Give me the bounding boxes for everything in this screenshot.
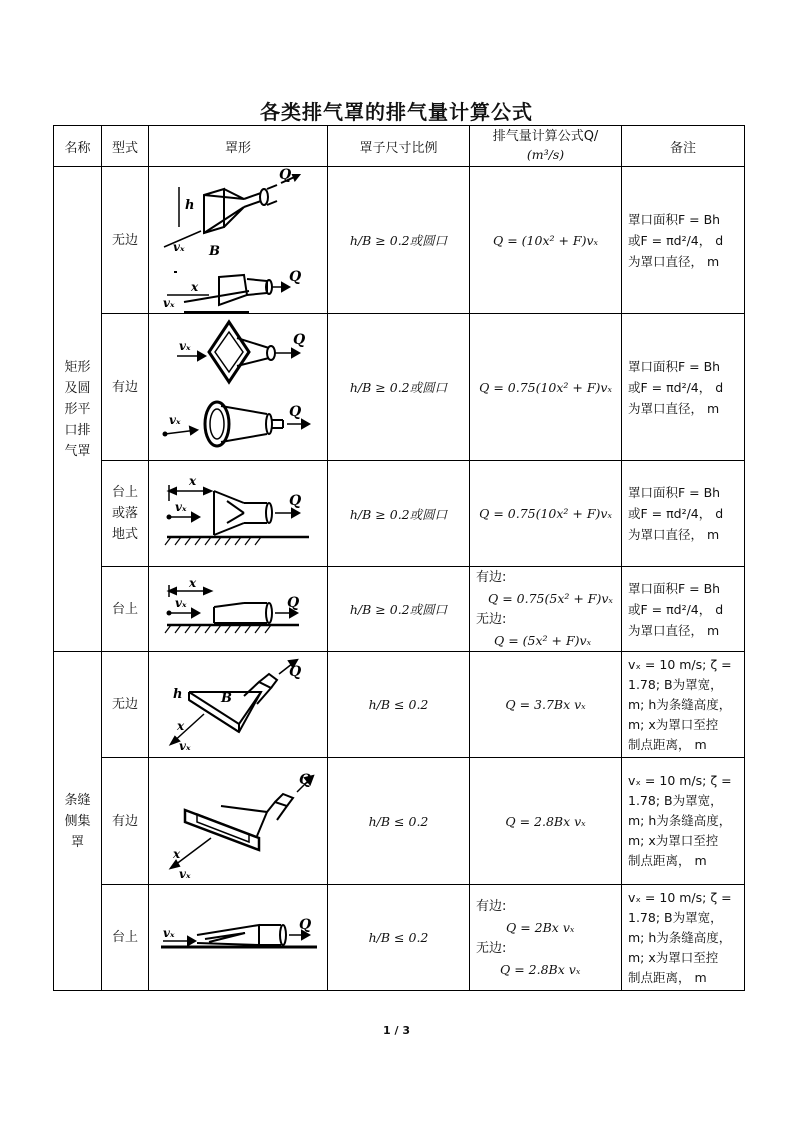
figure-label-Q: Q: [289, 664, 302, 680]
remark-line: vₓ = 10 m/s; ζ =: [628, 889, 732, 905]
shape-figure-cell: [149, 652, 328, 758]
shape-figure-cell: [149, 167, 328, 314]
formula-label: 无边:: [476, 940, 507, 956]
remark-line: vₓ = 10 m/s; ζ =: [628, 656, 732, 672]
remark-line: 罩口面积F = Bh: [628, 211, 721, 227]
figure-label-vx: vₓ: [169, 413, 181, 427]
type-cell: [102, 652, 149, 758]
figure-label-vx: vₓ: [175, 596, 187, 610]
table-row: [54, 758, 745, 885]
formula-value: Q = 2.8Bx vₓ: [500, 961, 581, 977]
remark-line: 罩口面积F = Bh: [628, 485, 721, 500]
figure-label-vx: vₓ: [179, 739, 191, 753]
ratio-cell: h/B ≥ 0.2或圆口: [328, 567, 470, 652]
remark-cell: [622, 652, 745, 758]
type-cell: [102, 567, 149, 652]
type-line: 台上: [111, 930, 138, 945]
header-ratio: 罩子尺寸比例: [328, 126, 470, 167]
formula-cell: Q = 0.75(10x² + F)vₓ: [470, 314, 622, 461]
remark-line: 为罩口直径， m: [628, 622, 720, 638]
remark-line: m; x为罩口至控: [628, 949, 719, 965]
figure-label-Q: Q: [289, 269, 302, 285]
formula-cell: [470, 567, 622, 652]
hood-figure-floor: [149, 461, 328, 566]
shape-figure-cell: [149, 567, 328, 652]
slot-figure-flanged: [149, 758, 328, 884]
remark-line: 或F = πd²/4， d: [628, 232, 724, 248]
figure-label-Q: Q: [299, 917, 312, 933]
hood-figure-flanged: [149, 314, 328, 460]
remark-cell: [622, 885, 745, 991]
category-line: 形平: [64, 401, 91, 417]
category-line: 及圆: [64, 380, 91, 396]
remark-line: 罩口面积F = Bh: [628, 358, 721, 374]
shape-figure-cell: [149, 885, 328, 991]
formula-label: 有边:: [476, 570, 507, 585]
figure-label-x: x: [177, 719, 185, 733]
formula-cell: Q = (10x² + F)vₓ: [470, 167, 622, 314]
table-row: [54, 167, 745, 314]
category-line: 侧集: [64, 813, 91, 829]
type-line: 有边: [111, 379, 138, 395]
ratio-cell: h/B ≤ 0.2: [328, 758, 470, 885]
figure-label-h: h: [173, 687, 183, 702]
exhaust-hood-table: [53, 125, 745, 991]
type-cell: [102, 758, 149, 885]
table-header-row: [54, 126, 745, 167]
header-formula: [470, 126, 622, 167]
remark-cell: [622, 461, 745, 567]
type-cell: [102, 314, 149, 461]
figure-label-B: B: [209, 244, 220, 259]
remark-line: 为罩口直径， m: [628, 253, 720, 269]
ratio-cell: h/B ≥ 0.2或圆口: [328, 461, 470, 567]
table-row: [54, 885, 745, 991]
header-formula-line1: 排气量计算公式Q/: [492, 129, 599, 144]
figure-label-x: x: [189, 576, 197, 590]
type-line: 地式: [111, 527, 138, 542]
slot-figure-table-top: [149, 885, 328, 990]
figure-label-vx: vₓ: [173, 240, 185, 254]
remark-line: 制点距离， m: [628, 969, 707, 985]
remark-line: 罩口面积F = Bh: [628, 580, 721, 596]
category-line: 罩: [70, 834, 84, 850]
header-remark: 备注: [622, 126, 745, 167]
type-cell: [102, 167, 149, 314]
formula-value: Q = (5x² + F)vₓ: [494, 633, 592, 648]
remark-line: 制点距离， m: [628, 736, 707, 752]
shape-figure-cell: [149, 461, 328, 567]
ratio-cell: h/B ≤ 0.2: [328, 885, 470, 991]
type-line: 无边: [111, 232, 138, 248]
type-cell: [102, 885, 149, 991]
type-line: 台上: [111, 485, 138, 500]
header-name: 名称: [54, 126, 102, 167]
shape-figure-cell: [149, 758, 328, 885]
shape-figure-cell: [149, 314, 328, 461]
header-shape: 罩形: [149, 126, 328, 167]
category-line: 条缝: [64, 792, 91, 808]
figure-label-vx: vₓ: [163, 926, 175, 940]
remark-cell: [622, 758, 745, 885]
figure-label-Q: Q: [293, 332, 306, 348]
figure-label-Q: Q: [289, 493, 302, 509]
remark-cell: [622, 567, 745, 652]
slot-figure-plain: [149, 652, 328, 757]
formula-label: 无边:: [476, 612, 507, 627]
page-number: 1 / 3: [383, 1024, 410, 1037]
remark-cell: [622, 314, 745, 461]
formula-cell: [470, 885, 622, 991]
remark-line: 为罩口直径， m: [628, 400, 720, 416]
figure-label-vx: vₓ: [175, 500, 187, 514]
remark-line: m; h为条缝高度，: [628, 813, 732, 828]
remark-line: 为罩口直径， m: [628, 527, 720, 542]
category-slot-hood: [54, 652, 102, 991]
header-type: 型式: [102, 126, 149, 167]
table-row: [54, 314, 745, 461]
remark-line: m; h为条缝高度，: [628, 696, 732, 712]
formula-value: Q = 2Bx vₓ: [506, 919, 575, 935]
remark-line: m; x为罩口至控: [628, 833, 719, 848]
ratio-cell: h/B ≤ 0.2: [328, 652, 470, 758]
formula-label: 有边:: [476, 898, 507, 914]
table-row: [54, 652, 745, 758]
category-line: 气罩: [64, 443, 91, 459]
figure-label-vx: vₓ: [179, 339, 191, 353]
figure-label-B: B: [221, 691, 232, 706]
type-line: 或落: [111, 506, 138, 521]
table-row: [54, 567, 745, 652]
figure-label-Q: Q: [289, 404, 302, 420]
page-title: 各类排气罩的排气量计算公式: [260, 100, 533, 124]
ratio-cell: h/B ≥ 0.2或圆口: [328, 167, 470, 314]
ratio-cell: h/B ≥ 0.2或圆口: [328, 314, 470, 461]
figure-label-x: x: [189, 474, 197, 488]
figure-label-x: x: [173, 847, 181, 861]
header-formula-line2: (m³/s): [526, 147, 565, 162]
remark-cell: [622, 167, 745, 314]
table-row: [54, 461, 745, 567]
type-cell: [102, 461, 149, 567]
figure-label-Q: Q: [299, 772, 312, 788]
type-line: 台上: [111, 601, 138, 617]
figure-label-vx: vₓ: [179, 867, 191, 881]
type-line: 有边: [111, 813, 138, 829]
remark-line: 或F = πd²/4， d: [628, 379, 724, 395]
type-line: 无边: [111, 697, 138, 712]
remark-line: 或F = πd²/4， d: [628, 506, 724, 521]
hood-figure-plain: [149, 167, 328, 313]
remark-line: m; x为罩口至控: [628, 716, 719, 732]
figure-label-x: x: [191, 280, 199, 294]
figure-label-h: h: [185, 198, 195, 213]
remark-line: m; h为条缝高度，: [628, 929, 732, 945]
hood-figure-table-top: [149, 567, 328, 651]
remark-line: 1.78; B为罩宽，: [628, 909, 723, 925]
remark-line: vₓ = 10 m/s; ζ =: [628, 773, 732, 788]
remark-line: 制点距离， m: [628, 853, 707, 868]
category-line: 矩形: [64, 359, 91, 375]
formula-cell: Q = 3.7Bx vₓ: [470, 652, 622, 758]
figure-label-Q: Q: [279, 167, 292, 183]
category-rect-hood: [54, 167, 102, 652]
formula-cell: Q = 0.75(10x² + F)vₓ: [470, 461, 622, 567]
remark-line: 1.78; B为罩宽，: [628, 793, 723, 808]
category-line: 口排: [64, 422, 91, 438]
formula-value: Q = 0.75(5x² + F)vₓ: [488, 591, 613, 606]
figure-label-Q: Q: [287, 595, 300, 611]
remark-line: 1.78; B为罩宽，: [628, 676, 723, 692]
figure-label-vx: vₓ: [163, 296, 175, 310]
remark-line: 或F = πd²/4， d: [628, 601, 724, 617]
formula-cell: Q = 2.8Bx vₓ: [470, 758, 622, 885]
